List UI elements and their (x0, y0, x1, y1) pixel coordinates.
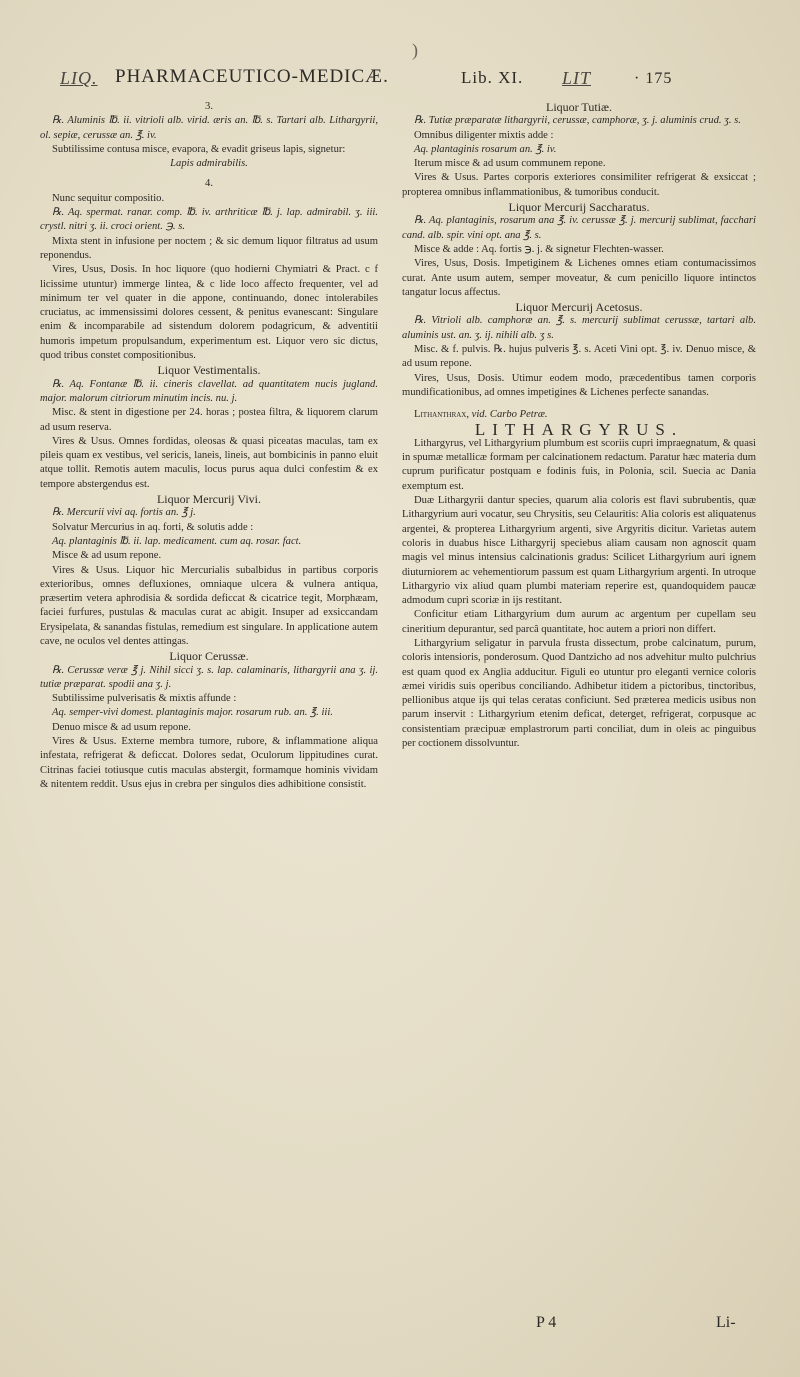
catchword: Li- (716, 1314, 736, 1331)
section-heading: Liquor Mercurij Acetosus. (515, 300, 643, 315)
recipe-text: Aq. plantaginis ℔. ii. lap. medicament. cum aq. rosar. fact. (52, 535, 302, 547)
paragraph: Lithargyrus, vel Lithargyrium plumbum est scoriis cupri impraegnatum, & quasi in spumæ metallicæ formam per calcinationem redactum. Paratur hæc materia dum cuprum purificatur postquam e fodinis fuis, in Polonia, scil. Suecia ac Dania exemptum est. (402, 437, 756, 492)
paragraph: Conficitur etiam Lithargyrium dum aurum ac argentum per cupellam seu cineritium depurantur, sed parcâ quantitate, hoc autem a priori non differt. (402, 609, 756, 635)
paragraph: Vires & Usus. Externe membra tumore, rubore, & inflammatione aliqua infestata, refrigerat & deficcat. Dolores sedat, Oculorum lippitudines curat. Citrinas faciei totiusque cutis maculas abstergit, formamque hominis vividam & nitentem reddit. Usus ejus in crebra per singulos dies adhibitione consistit. (40, 736, 378, 790)
section-heading: Liquor Vestimentalis. (157, 363, 261, 378)
paragraph: Mixta stent in infusione per noctem ; & sic demum liquor filtratus ad usum reponendus. (40, 235, 378, 261)
paragraph: Vires, Usus, Dosis. In hoc liquore (quo hodierni Chymiatri & Pract. c f licissime utuntur) immerge lintea, & c lide loco affecto frequenter, vel ad minimum ter vel quater in die appone, continuando, donec intolerabiles cruciatus, ac immensissimi dolores cessent, & penitus evanescant: Singulare enim & incomparabile ad sistendum dolorem podagricum, & adventitii humoris impetum propulsandum, experimentum est. Liquor vero sic dictus, quod tribus constet compositionibus. (40, 264, 378, 362)
running-title: PHARMACEUTICO-MEDICÆ. (115, 66, 389, 87)
page-header (48, 66, 768, 96)
paragraph: Misc. & f. pulvis. ℞. hujus pulveris ℥. s. Aceti Vini opt. ℥. iv. Denuo misce, & ad usum repone. (402, 344, 756, 370)
book-number: Lib. XI. (461, 68, 524, 87)
section-title: LITHARGYRUS. (474, 419, 684, 439)
handwritten-right-headword: LIT (562, 68, 592, 88)
paragraph: Misce & ad usum repone. (52, 550, 162, 562)
recipe-number: 4. (205, 178, 213, 190)
paragraph: Misc. & stent in digestione per 24. horas ; postea filtra, & liquorem clarum ad usum reserva. (40, 407, 378, 433)
recipe-text: ℞. Tutiæ præparatæ lithargyrii, cerussæ, camphoræ, ʒ. j. aluminis crud. ʒ. s. (414, 115, 741, 127)
section-heading: Liquor Mercurij Vivi. (156, 492, 262, 507)
recipe-text: ℞. Aq. plantaginis, rosarum ana ℥. iv. cerussæ ℥. j. mercurij sublimat, facchari cand. alb. spir. vini opt. ana ℥. s. (402, 215, 756, 241)
left-column (40, 100, 378, 792)
recipe-text: ℞. Aq. Fontanæ ℔. ii. cineris clavellat. ad quantitatem nucis jugland. major. malorum citriorum minutim incis. nu. j. (40, 378, 378, 404)
recipe-number: 3. (205, 101, 213, 112)
cross-reference-target: vid. Carbo Petræ. (469, 409, 548, 421)
recipe-text: Aq. plantaginis rosarum an. ℥. iv. (414, 143, 557, 155)
paragraph: Denuo misce & ad usum repone. (52, 721, 191, 733)
page-number: · 175 (634, 70, 673, 87)
recipe-text: ℞. Vitrioli alb. camphoræ an. ℥. s. mercurij sublimat cerussæ, tartari alb. aluminis ust. an. ʒ. ij. nihili alb. ʒ s. (402, 315, 756, 341)
paragraph: Omnibus diligenter mixtis adde : (414, 129, 554, 141)
section-heading: Liquor Tutiæ. (545, 100, 613, 114)
paragraph: Subtilissime pulverisatis & mixtis affunde : (52, 693, 237, 705)
section-heading: Liquor Cerussæ. (169, 649, 249, 664)
paragraph: Vires & Usus. Liquor hic Mercurialis subalbidus in partibus corporis exterioribus, omnes defluxiones, omniaque ulcera & vulnera antiqua, præsertim vetera aphrodisia & sordida deficcat & cicatrice tegit, Morphæam, faciei furfures, pustulas & maculas curat ac abigit. Insuper ad exsiccandam Erysipelata, & sanandas fistulas, remedium est singulare. In applicatione autem cave, ne oculos vel dentes attingas. (40, 564, 378, 647)
paragraph: Lithargyrium seligatur in parvula frusta dissectum, probe calcinatum, purum, coloris intensioris, ponderosum. Quod Dantzicho ad nos advehitur multo pulchrius est quam quod ex Anglia adducitur. Figuli eo utuntur pro eleganti vernice coloris æmei viridis suis operibus conciliando. Adhibetur itidem a pictoribus, tinctoribus, pellionibus atque ijs qui telas ceratas conficiunt. Sed præterea medicis usibus non parum inservit : Lithargyrium etenim deficat, deterget, refrigerat, corpusque ac consistentiam præcipuæ emplastrorum parti conciliat, dum in oleis ac pinguibus per coctionem dissolvuntur. (402, 637, 756, 750)
paragraph: Misce & adde : Aq. fortis ℈. j. & signetur Flechten-wasser. (414, 243, 664, 255)
label-text: Lapis admirabilis. (170, 158, 248, 170)
paragraph: Subtilissime contusa misce, evapora, & evadit griseus lapis, signetur: (52, 143, 346, 155)
paragraph: Iterum misce & ad usum communem repone. (414, 158, 606, 170)
section-heading: Liquor Mercurij Saccharatus. (508, 200, 650, 215)
signature-mark: P 4 (536, 1314, 557, 1331)
paragraph: Solvatur Mercurius in aq. forti, & solutis adde : (52, 521, 254, 533)
right-column (402, 100, 756, 751)
paragraph: Duæ Lithargyrii dantur species, quarum alia coloris est flavi subrubentis, quæ Lithargyrium auri vocatur, seu Chrysitis, seu Celauritis: Alia coloris est aliquatenus argentei, & propterea Lithargyrium argenti, sive Argyritis dicitur. Varietas autem coloris in duabus hisce Lithargyrij speciebus aliam causam non agnoscit quam magis vel minus intensius calcinationis gradus: Scilicet Lithargyrium auri ignem diuturniorem ac vehementiorum passum est quam Lithargyrium argenti. In utroque Lithargyrio vix aliud quam plumbi materiam reperire est, quandoquidem paucæ admodum cupri scoriæ in ijs restitant. (402, 495, 756, 607)
handwritten-left-headword: LIQ. (60, 68, 98, 88)
recipe-text: ℞. Aq. spermat. ranar. comp. ℔. iv. arthriticæ ℔. j. lap. admirabil. ʒ. iii. crystl. nitri ʒ. ii. croci orient. ℈. s. (40, 207, 378, 233)
paragraph: Nunc sequitur compositio. (52, 192, 165, 204)
paragraph: Vires & Usus. Partes corporis exteriores consimiliter refrigerat & exsiccat ; propterea omnibus inflammationibus, & tumoribus conducit. (402, 172, 756, 198)
recipe-text: ℞. Cerussæ veræ ℥ j. Nihil sicci ʒ. s. lap. calaminaris, lithargyrii ana ʒ. ij. tutiæ præparat. spodii ana ʒ. j. (40, 664, 378, 690)
recipe-text: ℞. Aluminis ℔. ii. vitrioli alb. virid. æris an. ℔. s. Tartari alb. Lithargyrii, ol. sepiæ, cerussæ an. ℥. iv. (40, 115, 378, 141)
paragraph: Vires, Usus, Dosis. Utimur eodem modo, præcedentibus tamen corporis mundificationibus, ad omnes impetigines & Lichenes perfecte sanandas. (402, 372, 756, 398)
recipe-text: ℞. Mercurii vivi aq. fortis an. ℥ j. (52, 507, 196, 519)
paragraph: Vires & Usus. Omnes fordidas, oleosas & quasi piceatas maculas, tam ex pileis quam ex vestibus, vel sericis, laneis, lineis, aut bombicinis in panno eluit atque tollit. Remotis autem maculis, locus purus aqua dulci confestim & ex tempore abstergendus est. (40, 435, 378, 490)
paragraph: Vires, Usus, Dosis. Impetiginem & Lichenes omnes etiam contumacissimos curat. Ante usum autem, semper moveatur, & cum penicillo liquore intinctos tangatur locus affectus. (402, 258, 756, 298)
cross-reference-term: Lithanthrax, (414, 409, 470, 421)
top-margin-mark: ) (412, 40, 418, 60)
recipe-text: Aq. semper-vivi domest. plantaginis major. rosarum rub. an. ℥. iii. (52, 707, 333, 719)
